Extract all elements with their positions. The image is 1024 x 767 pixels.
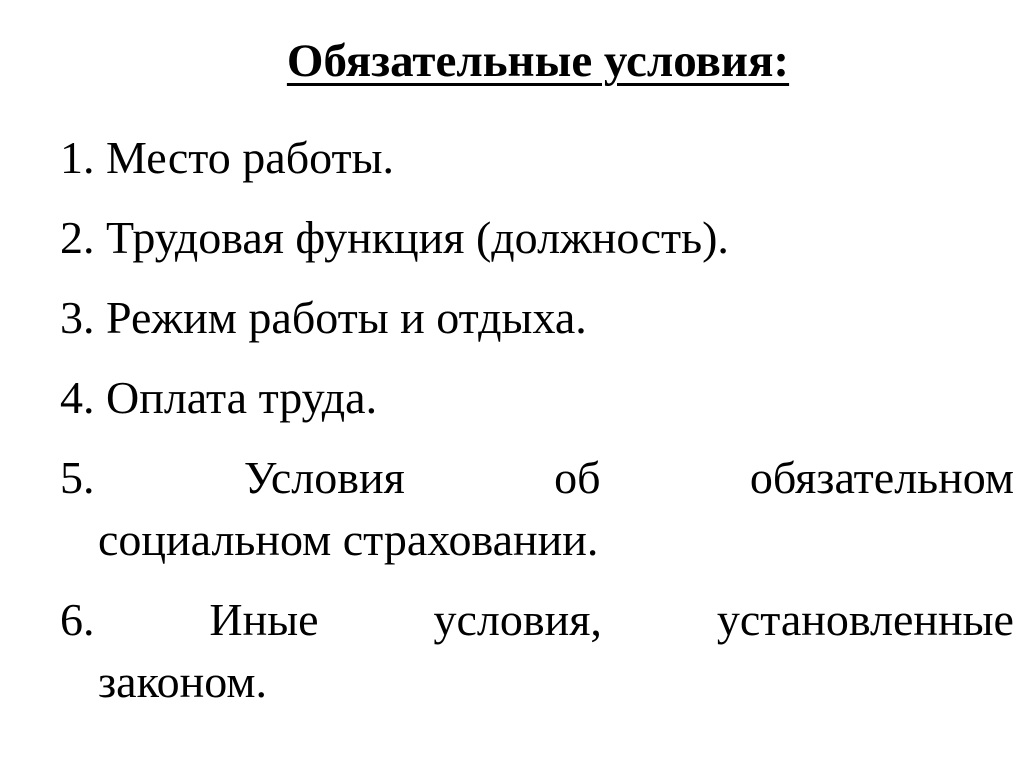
- item-continuation: законом.: [98, 656, 267, 707]
- item-text: Трудовая функция (должность).: [106, 212, 729, 263]
- item-text: Место работы.: [106, 132, 394, 183]
- item-text: Оплата труда.: [106, 372, 378, 423]
- item-word: установленные: [716, 594, 1014, 645]
- list-item: [60, 587, 1014, 715]
- slide-title: Обязательные условия:: [286, 35, 790, 87]
- item-text: Режим работы и отдыха.: [106, 292, 587, 343]
- item-word: условия,: [433, 594, 602, 645]
- item-continuation: социальном страховании.: [98, 514, 599, 565]
- list-item: [60, 205, 1014, 271]
- conditions-list: [60, 125, 1014, 729]
- item-first-line: [60, 445, 1014, 511]
- list-item: [60, 365, 1014, 431]
- item-word: Иные: [209, 594, 319, 645]
- list-item: [60, 445, 1014, 573]
- item-number: 4.: [60, 372, 95, 423]
- list-item: [60, 125, 1014, 191]
- item-word: Условия: [243, 452, 405, 503]
- item-word: обязательном: [749, 452, 1014, 503]
- item-number: 5.: [60, 452, 95, 503]
- item-word: об: [554, 452, 601, 503]
- list-item: [60, 285, 1014, 351]
- item-number: 2.: [60, 212, 95, 263]
- item-number: 6.: [60, 594, 95, 645]
- item-number: 1.: [60, 132, 95, 183]
- item-number: 3.: [60, 292, 95, 343]
- item-first-line: [60, 587, 1014, 653]
